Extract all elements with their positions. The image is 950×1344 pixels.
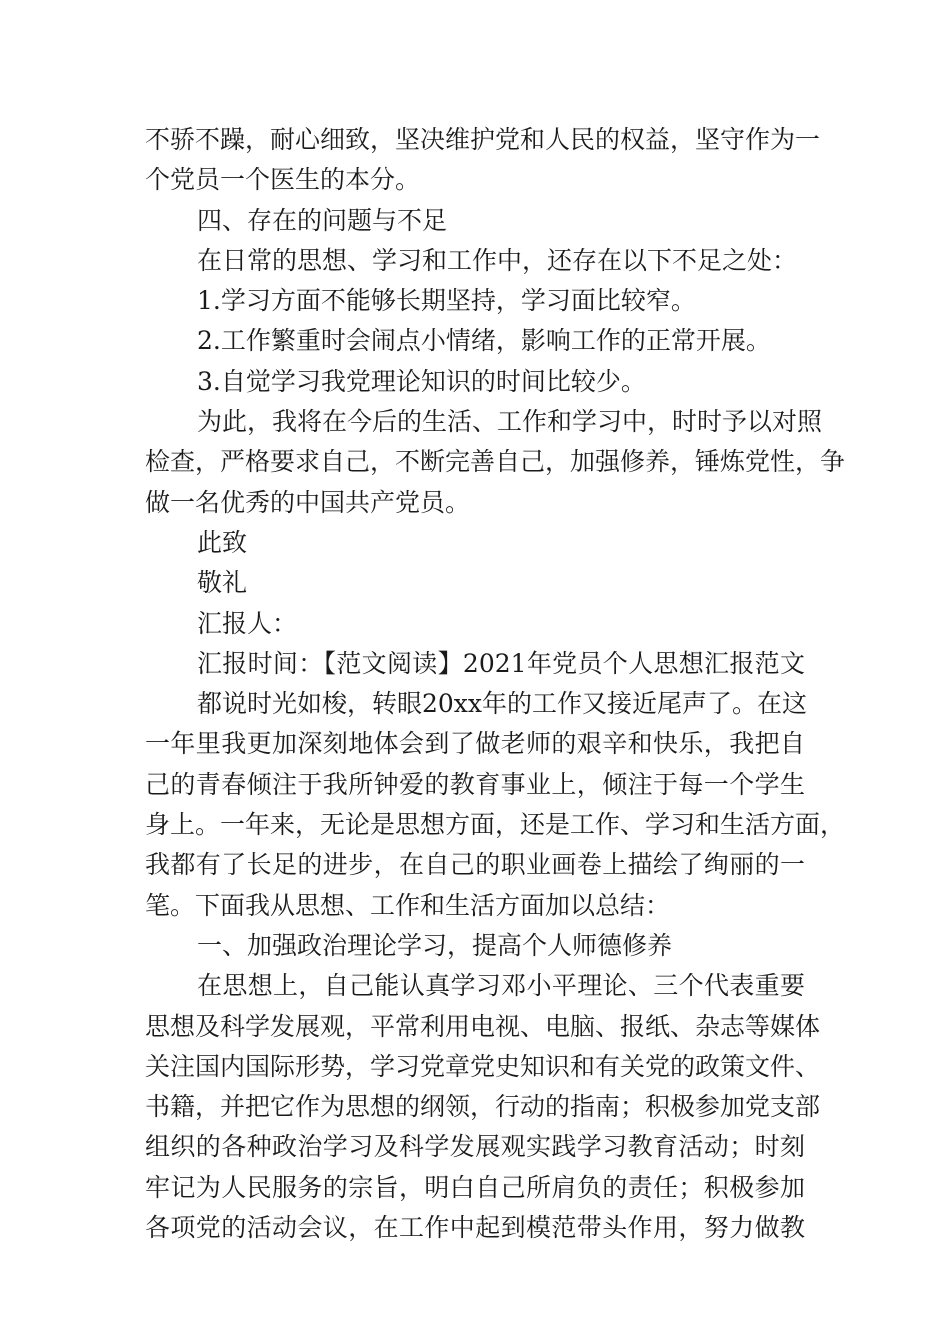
text-line: 笔。下面我从思想、工作和生活方面加以总结：: [145, 890, 671, 920]
text-line: 在日常的思想、学习和工作中，还存在以下不足之处：: [197, 245, 798, 275]
text-line: 不骄不躁，耐心细致，坚决维护党和人民的权益，坚守作为一: [145, 125, 821, 154]
text-line: 书籍，并把它作为思想的纲领，行动的指南；积极参加党支部: [145, 1092, 821, 1122]
text-line: 一年里我更加深刻地体会到了做老师的艰辛和快乐，我把自: [145, 729, 805, 759]
text-line: 各项党的活动会议，在工作中起到模范带头作用，努力做教: [145, 1213, 805, 1243]
section-heading: 四、存在的问题与不足: [197, 205, 448, 235]
report-time-and-title: 汇报时间：【范文阅读】2021年党员个人思想汇报范文: [197, 648, 805, 678]
text-line: 在思想上，自己能认真学习邓小平理论、三个代表重要: [197, 971, 805, 1001]
section-heading: 一、加强政治理论学习，提高个人师德修养: [197, 930, 673, 960]
closing-salutation: 此致: [197, 527, 248, 557]
text-line: 思想及科学发展观，平常利用电视、电脑、报纸、杂志等媒体: [145, 1011, 821, 1041]
list-item: 3.自觉学习我党理论知识的时间比较少。: [197, 366, 646, 396]
text-line: 己的青春倾注于我所钟爱的教育事业上，倾注于每一个学生: [145, 769, 805, 799]
text-line: 组织的各种政治学习及科学发展观实践学习教育活动；时刻: [145, 1132, 805, 1162]
text-line: 牢记为人民服务的宗旨，明白自己所肩负的责任；积极参加: [145, 1172, 805, 1202]
text-line: 关注国内国际形势，学习党章党史知识和有关党的政策文件、: [145, 1051, 821, 1081]
list-item: 2.工作繁重时会闹点小情绪，影响工作的正常开展。: [197, 326, 771, 356]
reporter-label: 汇报人：: [197, 608, 298, 638]
text-line: 为此，我将在今后的生活、工作和学习中，时时予以对照: [197, 407, 823, 437]
list-item: 1.学习方面不能够长期坚持，学习面比较窄。: [197, 286, 696, 316]
text-line: 身上。一年来，无论是思想方面，还是工作、学习和生活方面，: [145, 810, 846, 840]
document-body: [145, 120, 846, 1248]
closing-regards: 敬礼: [197, 568, 248, 598]
text-line: 个党员一个医生的本分。: [145, 165, 421, 195]
text-line: 都说时光如梭，转眼20xx年的工作又接近尾声了。在这: [197, 689, 808, 719]
text-line: 我都有了长足的进步，在自己的职业画卷上描绘了绚丽的一: [145, 850, 805, 880]
text-line: 做一名优秀的中国共产党员。: [145, 487, 471, 517]
text-line: 检查，严格要求自己，不断完善自己，加强修养，锤炼党性，争: [145, 447, 846, 477]
